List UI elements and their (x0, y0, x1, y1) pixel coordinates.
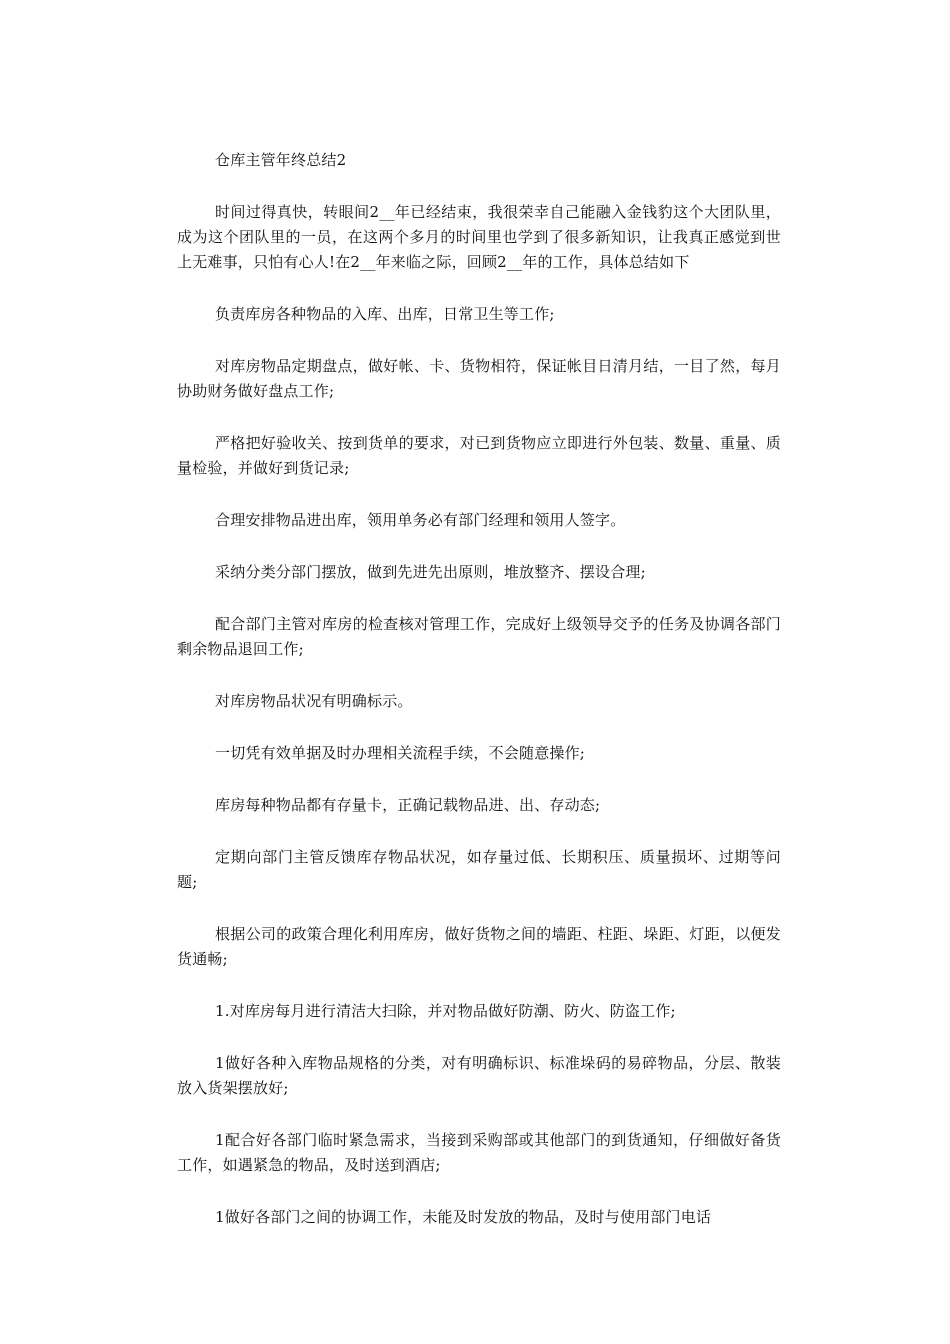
paragraph: 一切凭有效单据及时办理相关流程手续，不会随意操作; (215, 744, 586, 762)
paragraph-intro: 时间过得真快，转眼间2__年已经结束，我很荣幸自己能融入金钱豹这个大团队里，成为这个团队里的一员，在这两个多月的时间里也学到了很多新知识，让我真正感觉到世上无难事，只怕有心人!在2__年来临之际，回顾2__年的工作，具体总结如下 (177, 203, 781, 271)
paragraph: 对库房物品状况有明确标示。 (215, 692, 413, 710)
document-body (177, 148, 781, 1257)
paragraph: 库房每种物品都有存量卡，正确记载物品进、出、存动态; (215, 796, 601, 814)
paragraph: 负责库房各种物品的入库、出库，日常卫生等工作; (215, 305, 555, 323)
paragraph: 1.对库房每月进行清洁大扫除，并对物品做好防潮、防火、防盗工作; (215, 1002, 676, 1020)
paragraph: 严格把好验收关、按到货单的要求，对已到货物应立即进行外包装、数量、重量、质量检验，并做好到货记录; (177, 434, 781, 477)
paragraph: 采纳分类分部门摆放，做到先进先出原则，堆放整齐、摆设合理; (215, 563, 646, 581)
paragraph: 合理安排物品进出库，领用单务必有部门经理和领用人签字。 (215, 511, 626, 529)
paragraph: 对库房物品定期盘点，做好帐、卡、货物相符，保证帐目日清月结，一目了然，每月协助财务做好盘点工作; (177, 357, 781, 400)
paragraph-truncated: 1做好各部门之间的协调工作，未能及时发放的物品，及时与使用部门电话 (215, 1208, 712, 1226)
paragraph: 1配合好各部门临时紧急需求，当接到采购部或其他部门的到货通知，仔细做好备货工作，如遇紧急的物品，及时送到酒店; (177, 1131, 781, 1174)
document-title: 仓库主管年终总结2 (215, 151, 347, 169)
paragraph: 配合部门主管对库房的检查核对管理工作，完成好上级领导交予的任务及协调各部门剩余物品退回工作; (177, 615, 781, 658)
paragraph: 1做好各种入库物品规格的分类，对有明确标识、标准垛码的易碎物品，分层、散装放入货架摆放好; (177, 1054, 781, 1097)
paragraph: 根据公司的政策合理化利用库房，做好货物之间的墙距、柱距、垛距、灯距，以便发货通畅; (177, 925, 781, 968)
paragraph: 定期向部门主管反馈库存物品状况，如存量过低、长期积压、质量损坏、过期等问题; (177, 848, 781, 891)
